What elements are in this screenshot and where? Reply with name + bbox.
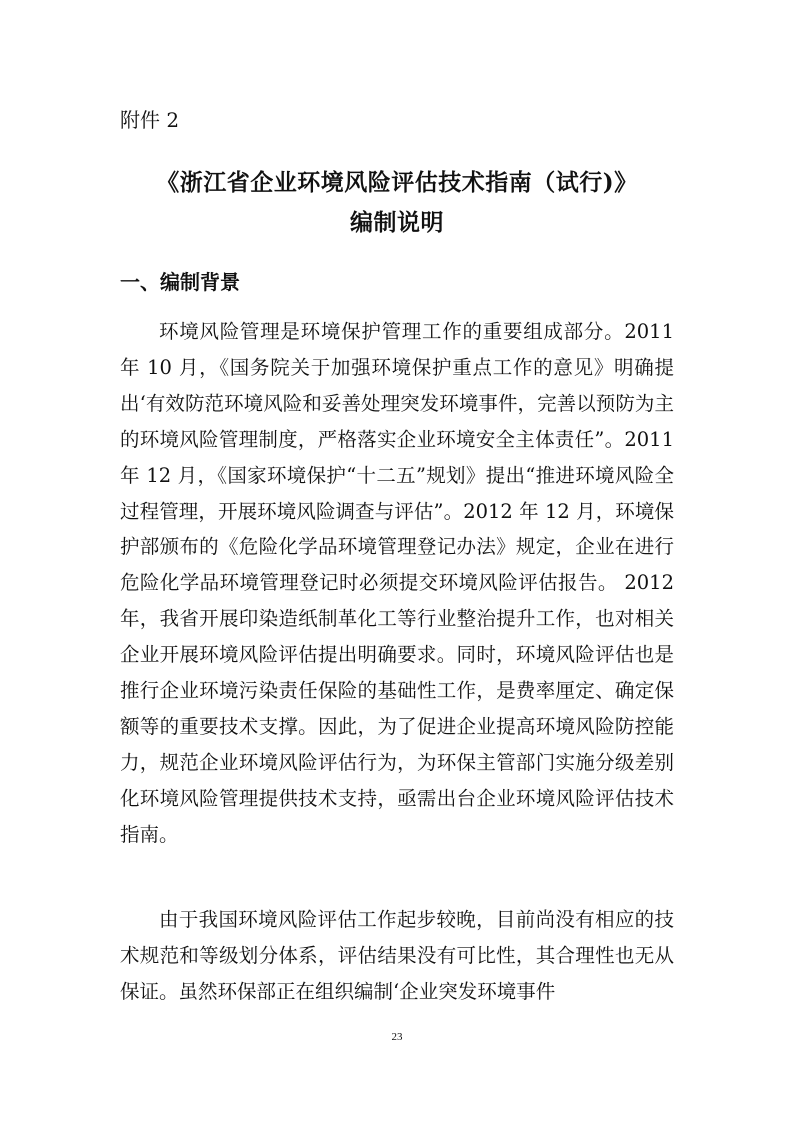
section-heading-background: 一、编制背景 [120,270,240,294]
document-title: 《浙江省企业环境风险评估技术指南（试行)》 [156,169,638,196]
document-subtitle: 编制说明 [350,209,444,236]
page-number: 23 [391,1031,403,1043]
body-paragraph: 由于我国环境风险评估工作起步较晚，目前尚没有相应的技术规范和等级划分体系，评估结果没有可比性，其合理性也无从保证。虽然环保部正在组织编制‘企业突发环境事件 [120,908,674,1003]
attachment-label: 附件 2 [120,108,180,132]
body-paragraph: 环境风险管理是环境保护管理工作的重要组成部分。2011 年 10 月，《国务院关于加强环境保护重点工作的意见》明确提出‘有效防范环境风险和妥善处理突发环境事件，完善以预防为主的环境风险管理制度，严格落实企业环境安全主体责任”。2011 年 12 月，《国家环境保护“十二五”规划》提出“推进环境风险全过程管理，开展环境风险调查与评估”。2012 年 12 月，环境保护部颁布的《危险化学品环境管理登记办法》规定，企业在进行危险化学品环境管理登记时必须提交环境风险评估报告。 2012 年，我省开展印染造纸制革化工等行业整治提升工作，也对相关企业开展环境风险评估提出明确要求。同时，环境风险评估也是推行企业环境污染责任保险的基础性工作，是费率厘定、确定保额等的重要技术支撑。因此，为了促进企业提高环境风险防控能力，规范企业环境风险评估行为，为环保主管部门实施分级差别化环境风险管理提供技术支持，亟需出台企业环境风险评估技术指南。 [120,320,674,846]
